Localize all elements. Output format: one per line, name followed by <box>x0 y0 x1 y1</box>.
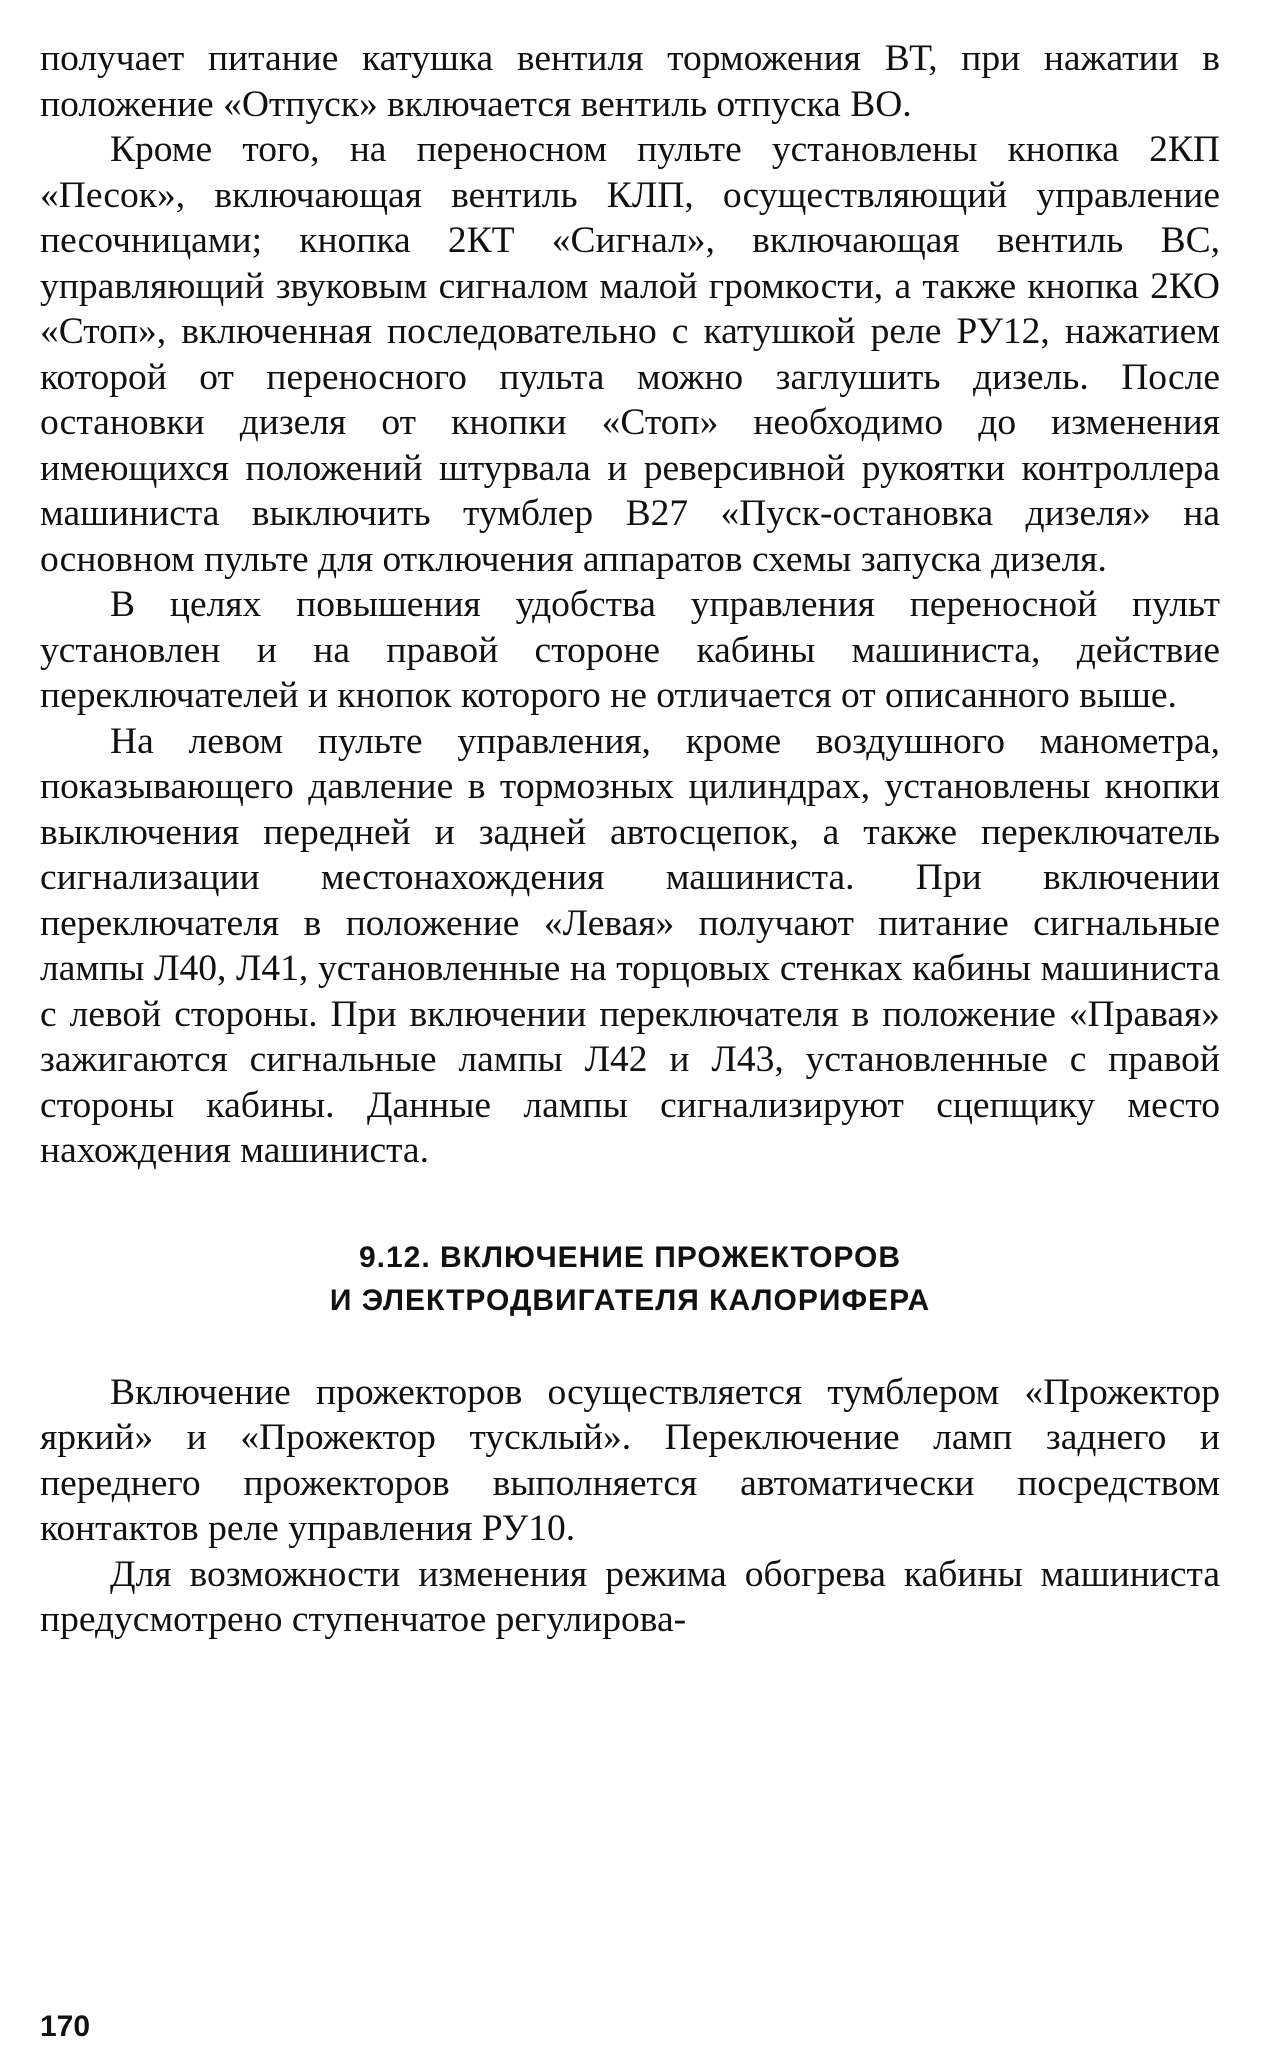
document-page <box>40 36 1220 1643</box>
paragraph-1: получает питание катушка вентиля торможения ВТ, при нажатии в положение «Отпуск» включается вентиль отпуска ВО. <box>40 38 1220 125</box>
paragraph-4: На левом пульте управления, кроме воздушного манометра, показывающего давление в тормозных цилиндрах, установлены кнопки выключения передней и задней автосцепок, а также переключатель сигнализации местонахождения машиниста. При включении переключателя в положение «Левая» получают питание сигнальные лампы Л40, Л41, установленные на торцовых стенках кабины машиниста с левой стороны. При включении переключателя в положение «Правая» зажигаются сигнальные лампы Л42 и Л43, установленные с правой стороны кабины. Данные лампы сигнализируют сцепщику место нахождения машиниста. <box>40 720 1220 1171</box>
section-heading-line-1: 9.12. ВКЛЮЧЕНИЕ ПРОЖЕКТОРОВ <box>358 1240 902 1274</box>
section-heading-line-2: И ЭЛЕКТРОДВИГАТЕЛЯ КАЛОРИФЕРА <box>329 1283 931 1317</box>
paragraph-5: Включение прожекторов осуществляется тумблером «Прожектор яркий» и «Прожектор тусклый». Переключение ламп заднего и переднего прожекторов выполняется автоматически посредством контактов реле управления РУ10. <box>40 1371 1220 1549</box>
paragraph-2: Кроме того, на переносном пульте установлены кнопка 2КП «Песок», включающая вентиль КЛП, осуществляющий управление песочницами; кнопка 2КТ «Сигнал», включающая вентиль ВС, управляющий звуковым сигналом малой громкости, а также кнопка 2КО «Стоп», включенная последовательно с катушкой реле РУ12, нажатием которой от переносного пульта можно заглушить дизель. После остановки дизеля от кнопки «Стоп» необходимо до изменения имеющихся положений штурвала и реверсивной рукоятки контроллера машиниста выключить тумблер В27 «Пуск-остановка дизеля» на основном пульте для отключения аппаратов схемы запуска дизеля. <box>40 129 1220 580</box>
page-number: 170 <box>40 2010 91 2043</box>
section-heading <box>40 1236 1220 1322</box>
paragraph-6: Для возможности изменения режима обогрева кабины машиниста предусмотрено ступенчатое регулирова- <box>40 1553 1220 1640</box>
paragraph-3: В целях повышения удобства управления переносной пульт установлен и на правой стороне кабины машиниста, действие переключателей и кнопок которого не отличается от описанного выше. <box>40 584 1220 716</box>
